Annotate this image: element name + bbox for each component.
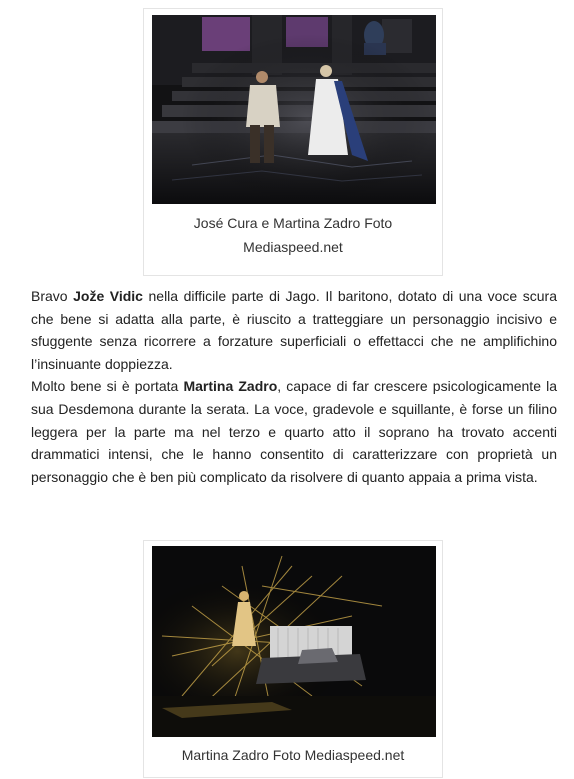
stage-photo-1 (152, 15, 436, 204)
photo-caption-2: Martina Zadro Foto Mediaspeed.net (181, 747, 405, 763)
article-body (31, 285, 557, 488)
singer-name-vidic: Jože Vidic (73, 288, 143, 304)
photo-figure-1 (143, 8, 443, 276)
singer-name-zadro: Martina Zadro (183, 378, 278, 395)
stage-photo-2 (152, 546, 436, 737)
paragraph-2-text-a: Molto bene si è portata (31, 378, 184, 395)
photo-caption-1: José Cura e Martina Zadro Foto Mediaspeed.net (193, 215, 393, 255)
paragraph-1-text-a: Bravo (31, 288, 74, 304)
stage-photo-2-image (152, 546, 436, 737)
paragraph-2-text-b: , capace di far crescere psicologicamente la sua Desdemona durante la serata. La voce, gradevole e squillante, è forse un filino leggera per la parte ma nel terzo e quarto atto il soprano ha trovato accenti drammatici intensi, che le hanno consentito di caratterizzare con proprietà un personaggio che è ben più complicato da risolvere di quanto appaia a prima vista. (31, 378, 557, 485)
paragraph-1-text-b: nella difficile parte di Jago. Il baritono, dotato di una voce scura che bene si adatta alla parte, è riuscito a tratteggiare un personaggio incisivo e sfuggente senza ricorrere a forzature superficiali o effettacci che ne amplifichino l’insinuante doppiezza. (31, 288, 557, 372)
paragraph-1 (31, 285, 557, 375)
paragraph-2 (31, 375, 557, 488)
photo-figure-2 (143, 540, 443, 778)
stage-photo-1-image (152, 15, 436, 204)
